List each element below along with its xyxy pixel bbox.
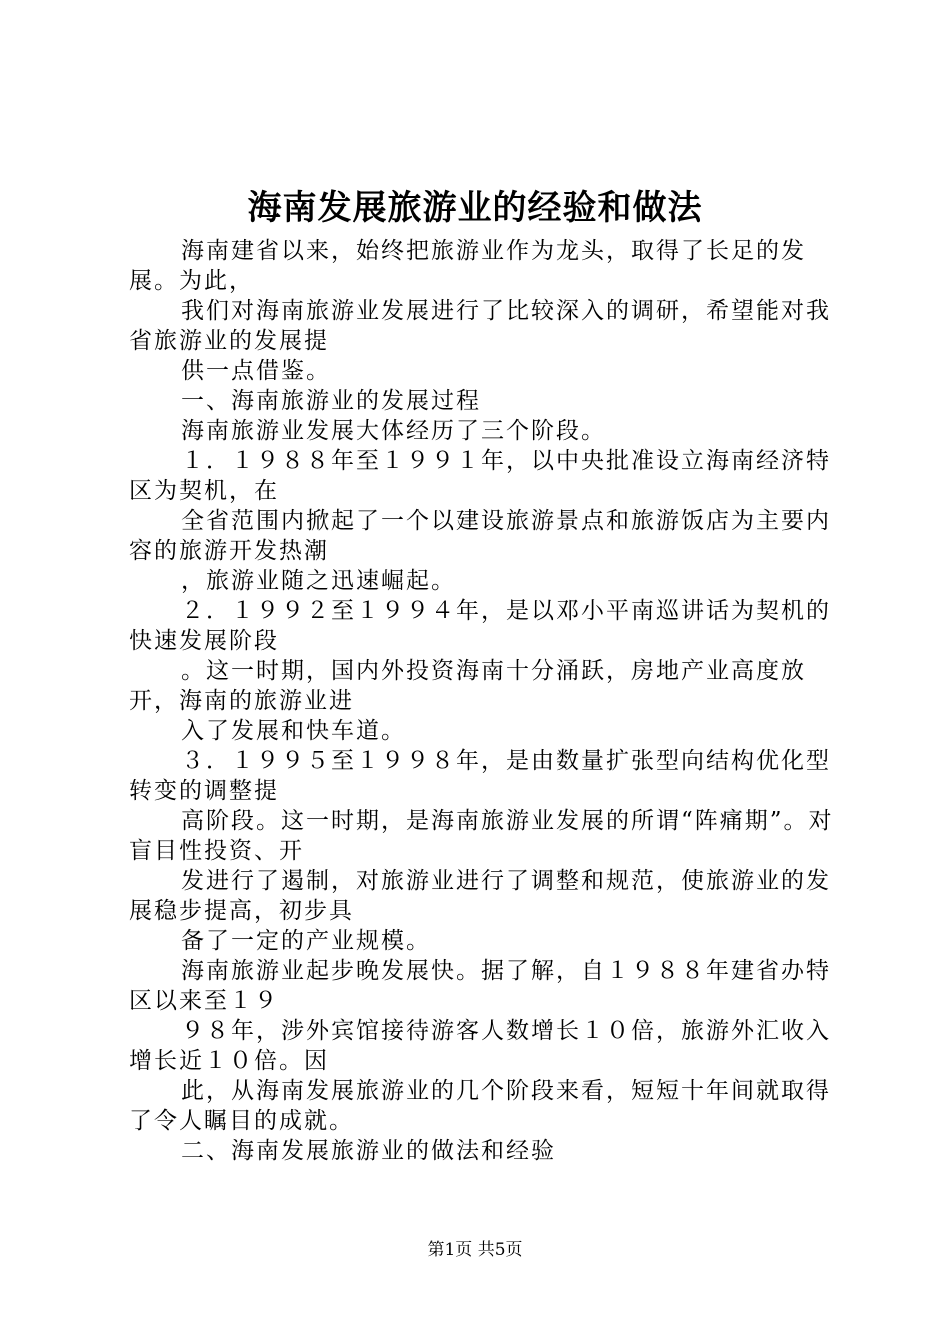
paragraph: 备了一定的产业规模。 (181, 928, 431, 954)
paragraph: 。这一时期，国内外投资海南十分涌跃，房地产业高度放开，海南的旅游业进 (129, 658, 806, 714)
paragraph: 此，从海南发展旅游业的几个阶段来看，短短十年间就取得了令人瞩目的成就。 (129, 1078, 831, 1134)
section-heading: 一、海南旅游业的发展过程 (181, 388, 481, 414)
document-body (129, 236, 837, 1166)
section-heading: 二、海南发展旅游业的做法和经验 (181, 1138, 556, 1164)
paragraph: ２．１９９２至１９９４年，是以邓小平南巡讲话为契机的快速发展阶段 (129, 598, 831, 654)
paragraph: 发进行了遏制，对旅游业进行了调整和规范，使旅游业的发展稳步提高，初步具 (129, 868, 831, 924)
paragraph: 高阶段。这一时期，是海南旅游业发展的所谓“阵痛期”。对盲目性投资、开 (129, 808, 834, 864)
paragraph: 供一点借鉴。 (181, 358, 331, 384)
document-title: 海南发展旅游业的经验和做法 (247, 188, 703, 228)
paragraph: 海南建省以来，始终把旅游业作为龙头，取得了长足的发展。为此， (129, 238, 806, 294)
paragraph: 海南旅游业发展大体经历了三个阶段。 (181, 418, 606, 444)
paragraph: １．１９８８年至１９９１年，以中央批准设立海南经济特区为契机，在 (129, 448, 831, 504)
paragraph: 入了发展和快车道。 (181, 718, 406, 744)
paragraph: 海南旅游业起步晚发展快。据了解，自１９８８年建省办特区以来至１９ (129, 958, 831, 1014)
paragraph: ，旅游业随之迅速崛起。 (181, 568, 456, 594)
paragraph: 全省范围内掀起了一个以建设旅游景点和旅游饭店为主要内容的旅游开发热潮 (129, 508, 831, 564)
paragraph: ９８年，涉外宾馆接待游客人数增长１０倍，旅游外汇收入增长近１０倍。因 (129, 1018, 831, 1074)
paragraph: 我们对海南旅游业发展进行了比较深入的调研，希望能对我省旅游业的发展提 (129, 298, 831, 354)
page-footer: 第1页 共5页 (427, 1240, 523, 1260)
paragraph: ３．１９９５至１９９８年，是由数量扩张型向结构优化型转变的调整提 (129, 748, 831, 804)
